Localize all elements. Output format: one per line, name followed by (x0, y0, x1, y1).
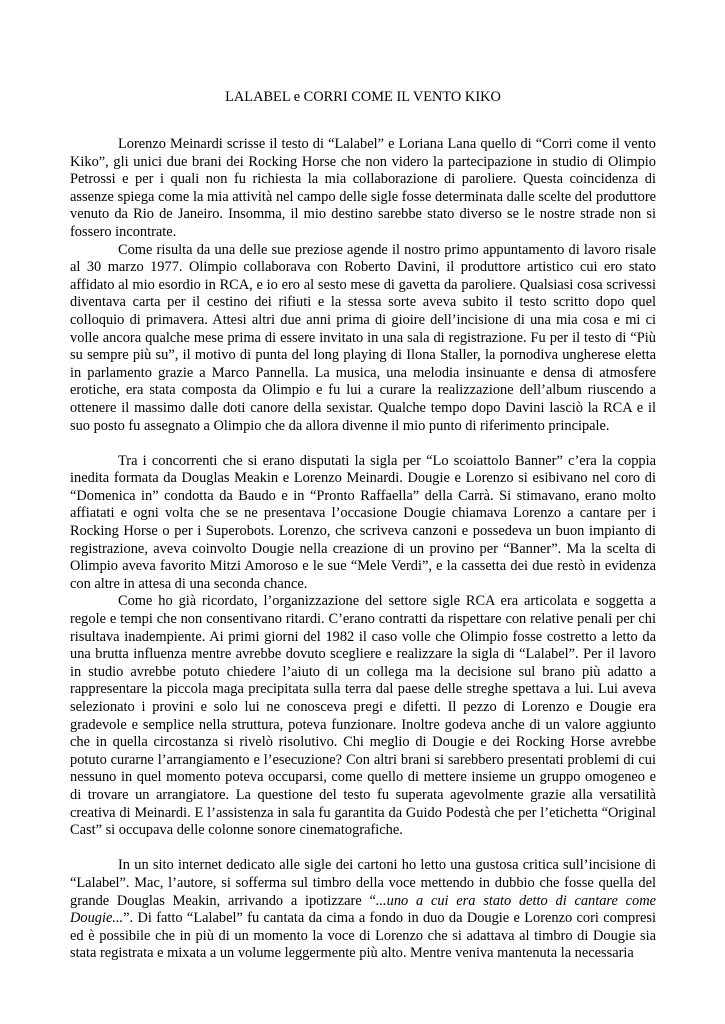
paragraph-1: Lorenzo Meinardi scrisse il testo di “Lalabel” e Loriana Lana quello di “Corri come il vento Kiko”, gli unici due brani dei Rocking Horse che non videro la partecipazione in studio di Olimpio Petrossi e per i quali non fu richiesta la mia collaborazione di paroliere. Questa coincidenza di assenze spiega come la mia attività nel campo delle sigle fosse determinata dalle scelte del produttore venuto da Rio de Janeiro. Insomma, il mio destino sarebbe stato diverso se le nostre strade non si fossero incontrate. (70, 136, 656, 240)
document-title: LALABEL e CORRI COME IL VENTO KIKO (225, 89, 501, 105)
paragraph-5-text-b: ”. Di fatto “Lalabel” fu cantata da cima a fondo in duo da Dougie e Lorenzo cori compresi ed è possibile che in più di un momento la voce di Lorenzo che si adattava al timbro di Dougie sia stata registrata e mixata a un volume leggermente più alto. Mentre veniva mantenuta la necessaria (70, 910, 656, 962)
document-body (70, 136, 656, 963)
paragraph-3: Tra i concorrenti che si erano disputati la sigla per “Lo scoiattolo Banner” c’era la coppia inedita formata da Douglas Meakin e Lorenzo Meinardi. Dougie e Lorenzo si esibivano nel coro di “Domenica in” condotta da Baudo e in “Pronto Raffaella” della Carrà. Si stimavano, erano molto affiatati e ogni volta che se ne presentava l’occasione Dougie chiamava Lorenzo a cantare per i Rocking Horse o per i Superobots. Lorenzo, che scriveva canzoni e possedeva un buon impianto di registrazione, aveva coinvolto Dougie nella creazione di un provino per “Banner”. Ma la scelta di Olimpio aveva favorito Mitzi Amoroso e le sue “Mele Verdi”, e la cassetta dei due restò in evidenza con altre in attesa di una seconda chance. (70, 452, 656, 592)
paragraph-5 (70, 857, 656, 963)
paragraph-gap (70, 840, 656, 858)
paragraph-2: Come risulta da una delle sue preziose agende il nostro primo appuntamento di lavoro risale al 30 marzo 1977. Olimpio collaborava con Roberto Davini, il produttore artistico cui ero stato affidato al mio esordio in RCA, e io ero al sesto mese di gavetta da paroliere. Qualsiasi cosa scrivessi diventava carta per il cestino dei rifiuti e la stessa sorte aveva subito il testo scritto dopo quel colloquio di primavera. Attesi altri due anni prima di gioire dell’incisione di una mia cosa e mi ci volle ancora qualche mese prima di essere invitato in una sala di registrazione. Fu per il testo di “Più su sempre più su”, il motivo di punta del long playing di Ilona Staller, la pornodiva ungherese eletta in parlamento grazie a Marco Pannella. La musica, una melodia insinuante e densa di atmosfere erotiche, era stata composta da Olimpio e fu lui a curare la realizzazione dell’album riuscendo a ottenere il massimo dalle doti canore della sexistar. Qualche tempo dopo Davini lasciò la RCA e il suo posto fu assegnato a Olimpio che da allora divenne il mio punto di riferimento principale. (70, 241, 656, 434)
paragraph-gap (70, 435, 656, 453)
paragraph-5-text-a: In un sito internet dedicato alle sigle dei cartoni ho letto una gustosa critica sull’incisione di “Lalabel”. Mac, l’autore, si sofferma sul timbro della voce mettendo in dubbio che fosse quella del grande Douglas Meakin, arrivando a ipotizzare “ (70, 857, 656, 909)
paragraph-4: Come ho già ricordato, l’organizzazione del settore sigle RCA era articolata e soggetta a regole e tempi che non consentivano ritardi. C’erano contratti da rispettare con relative penali per chi risultava inadempiente. Ai primi giorni del 1982 il caso volle che Olimpio fosse costretto a letto da una brutta influenza mentre avrebbe dovuto scegliere e realizzare la sigla di “Lalabel”. Per il lavoro in studio avrebbe potuto chiedere l’aiuto di un collega ma la decisione sul brano più adatto a rappresentare la piccola maga precipitata sulla terra dal paese delle streghe spettava a lui. Lui aveva selezionato i provini e solo lui ne conosceva pregi e difetti. Il pezzo di Lorenzo e Dougie era gradevole e semplice nella struttura, poteva funzionare. Inoltre godeva anche di un valore aggiunto che in quella circostanza si rivelò risolutivo. Chi meglio di Dougie e dei Rocking Horse avrebbe potuto curarne l’arrangiamento e l’esecuzione? Con altri brani si sarebbero presentati problemi di cui nessuno in quel momento poteva occuparsi, come quello di mettere insieme un gruppo omogeneo e di trovare un arrangiatore. La questione del testo fu superata agevolmente grazie alla versatilità creativa di Meinardi. E l’assistenza in sala fu garantita da Guido Podestà che per l’etichetta “Original Cast” si occupava delle colonne sonore cinematografiche. (70, 593, 656, 839)
paragraph-5-quote: ...uno a cui era stato detto di cantare come Dougie... (70, 892, 656, 927)
